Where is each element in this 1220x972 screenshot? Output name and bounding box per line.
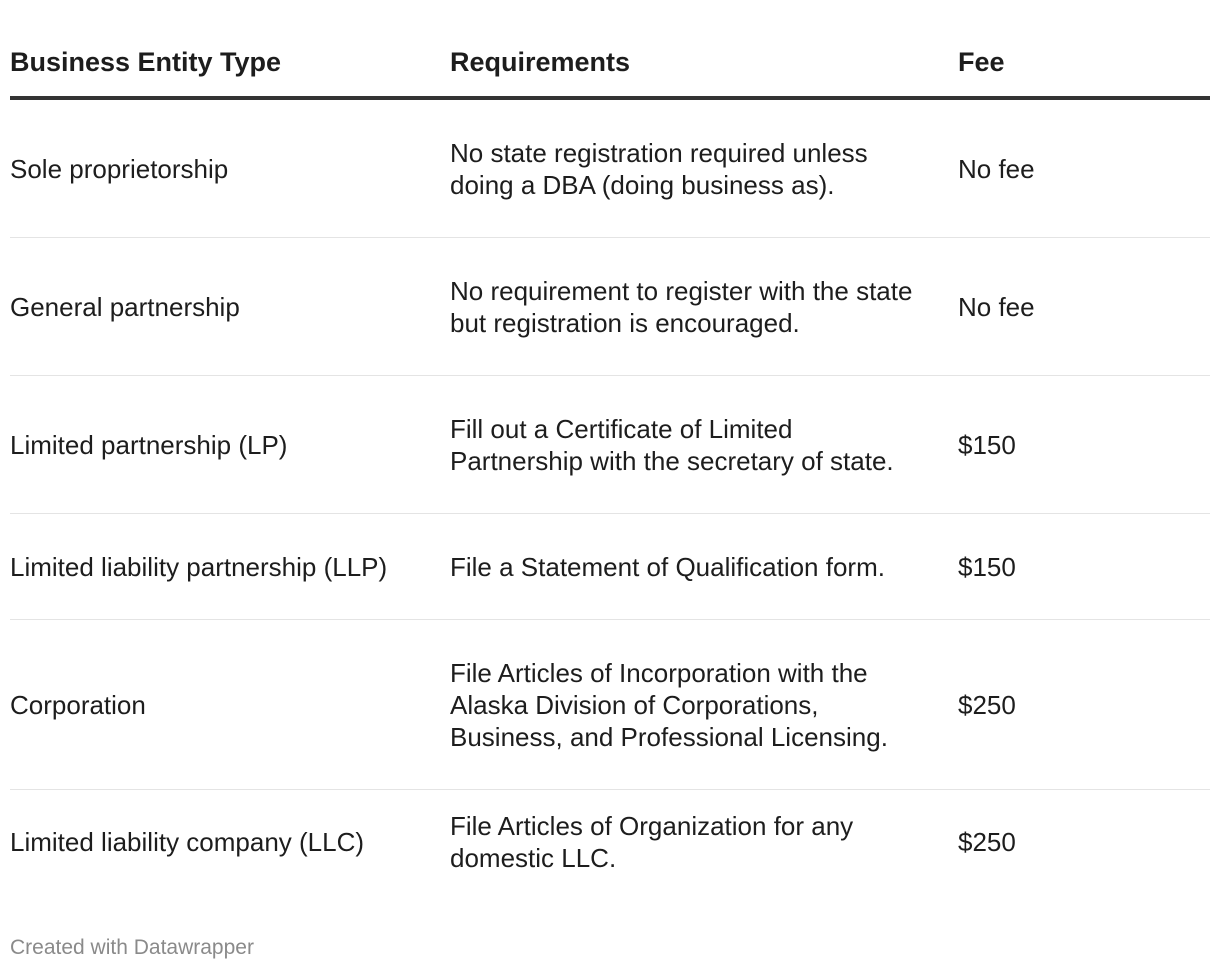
header-requirements: Requirements xyxy=(450,28,958,98)
table-row xyxy=(10,98,1210,238)
table-row xyxy=(10,376,1210,514)
cell-entity-type: Limited liability partnership (LLP) xyxy=(10,514,450,620)
cell-requirements: File Articles of Incorporation with the Alaska Division of Corporations, Business, and Professional Licensing. xyxy=(450,620,958,790)
header-fee: Fee xyxy=(958,28,1210,98)
cell-entity-type: General partnership xyxy=(10,238,450,376)
entity-table xyxy=(10,28,1210,894)
cell-fee: $250 xyxy=(958,827,1016,857)
cell-entity-type: Sole proprietorship xyxy=(10,98,450,238)
cell-fee: $150 xyxy=(958,514,1210,620)
table-header-row xyxy=(10,28,1210,98)
table-row xyxy=(10,514,1210,620)
table-row xyxy=(10,238,1210,376)
cell-fee: No fee xyxy=(958,98,1210,238)
cell-fee: No fee xyxy=(958,238,1210,376)
cell-requirements: File Articles of Organization for any domestic LLC. xyxy=(450,811,854,873)
entity-table-container xyxy=(10,28,1210,894)
cell-requirements: No requirement to register with the state but registration is encouraged. xyxy=(450,238,958,376)
cell-fee: $250 xyxy=(958,620,1210,790)
cell-entity-type: Corporation xyxy=(10,620,450,790)
header-entity-type: Business Entity Type xyxy=(10,28,450,98)
datawrapper-credit: Created with Datawrapper xyxy=(10,936,254,959)
cell-entity-type: Limited partnership (LP) xyxy=(10,376,450,514)
cell-requirements: File a Statement of Qualification form. xyxy=(450,514,958,620)
cell-fee: $150 xyxy=(958,376,1210,514)
table-row xyxy=(10,620,1210,790)
table-row xyxy=(10,790,1210,895)
cell-requirements: Fill out a Certificate of Limited Partnership with the secretary of state. xyxy=(450,376,958,514)
cell-requirements: No state registration required unless doing a DBA (doing business as). xyxy=(450,98,958,238)
cell-entity-type: Limited liability company (LLC) xyxy=(10,827,365,857)
